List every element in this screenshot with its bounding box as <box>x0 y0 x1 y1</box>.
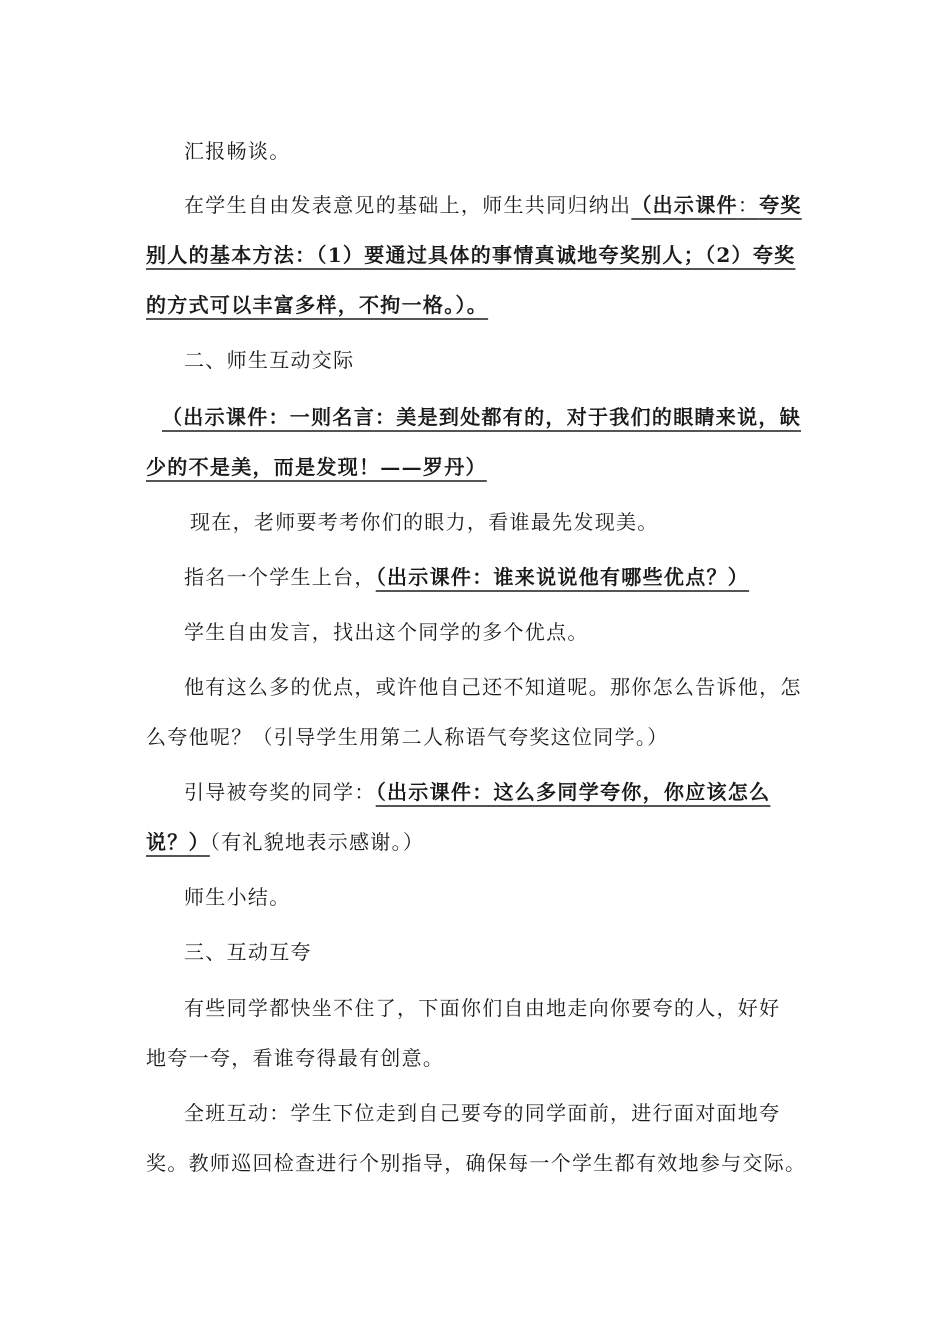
quote-line-1: （出示课件：一则名言：美是到处都有的，对于我们的眼睛来说，缺 <box>162 405 801 429</box>
paragraph-guide-line-2 <box>146 827 826 857</box>
courseware-colon: ： <box>737 193 760 217</box>
courseware-question: （出示课件：谁来说说他有哪些优点？） <box>375 565 750 589</box>
guide-text: 引导被夸奖的同学： <box>184 780 376 804</box>
courseware-reply-end: 说？） <box>146 830 210 854</box>
guide-note: （有礼貌地表示感谢。） <box>209 830 425 854</box>
paragraph-summary-line-2: 别人的基本方法：（1）要通过具体的事情真诚地夸奖别人；（2）夸奖 <box>146 243 796 267</box>
paragraph-call-student <box>184 562 824 592</box>
courseware-label: （出示课件 <box>631 193 738 217</box>
paragraph-observe: 现在，老师要考考你们的眼力，看谁最先发现美。 <box>190 510 659 534</box>
section-heading-3: 三、互动互夸 <box>184 940 312 964</box>
paragraph-summary-short: 师生小结。 <box>184 885 291 909</box>
paragraph-summary-line-1 <box>184 190 824 220</box>
paragraph-move-line-1: 有些同学都快坐不住了，下面你们自由地走向你要夸的人，好好 <box>184 996 781 1020</box>
paragraph-praise-line-2: 么夸他呢？（引导学生用第二人称语气夸奖这位同学。） <box>146 725 669 749</box>
paragraph-move-line-2: 地夸一夸，看谁夸得最有创意。 <box>146 1046 445 1070</box>
paragraph-free-speech: 学生自由发言，找出这个同学的多个优点。 <box>184 620 589 644</box>
call-student-text: 指名一个学生上台， <box>184 565 376 589</box>
paragraph-summary-line-3: 的方式可以丰富多样，不拘一格。）。 <box>146 293 489 317</box>
summary-bold-start: 夸奖 <box>759 193 802 217</box>
paragraph-class-line-2: 奖。教师巡回检查进行个别指导，确保每一个学生都有效地参与交际。 <box>146 1151 807 1175</box>
paragraph-class-line-1: 全班互动：学生下位走到自己要夸的同学面前，进行面对面地夸 <box>184 1101 781 1125</box>
paragraph-report: 汇报畅谈。 <box>184 139 291 163</box>
courseware-reply: （出示课件：这么多同学夸你，你应该怎么 <box>375 780 771 804</box>
paragraph-praise-line-1: 他有这么多的优点，或许他自己还不知道呢。那你怎么告诉他，怎 <box>184 675 802 699</box>
paragraph-guide-line-1 <box>184 777 824 807</box>
quote-line-2: 少的不是美，而是发现！——罗丹） <box>146 455 487 479</box>
summary-intro: 在学生自由发表意见的基础上，师生共同归纳出 <box>184 193 632 217</box>
section-heading-2: 二、师生互动交际 <box>184 348 355 372</box>
